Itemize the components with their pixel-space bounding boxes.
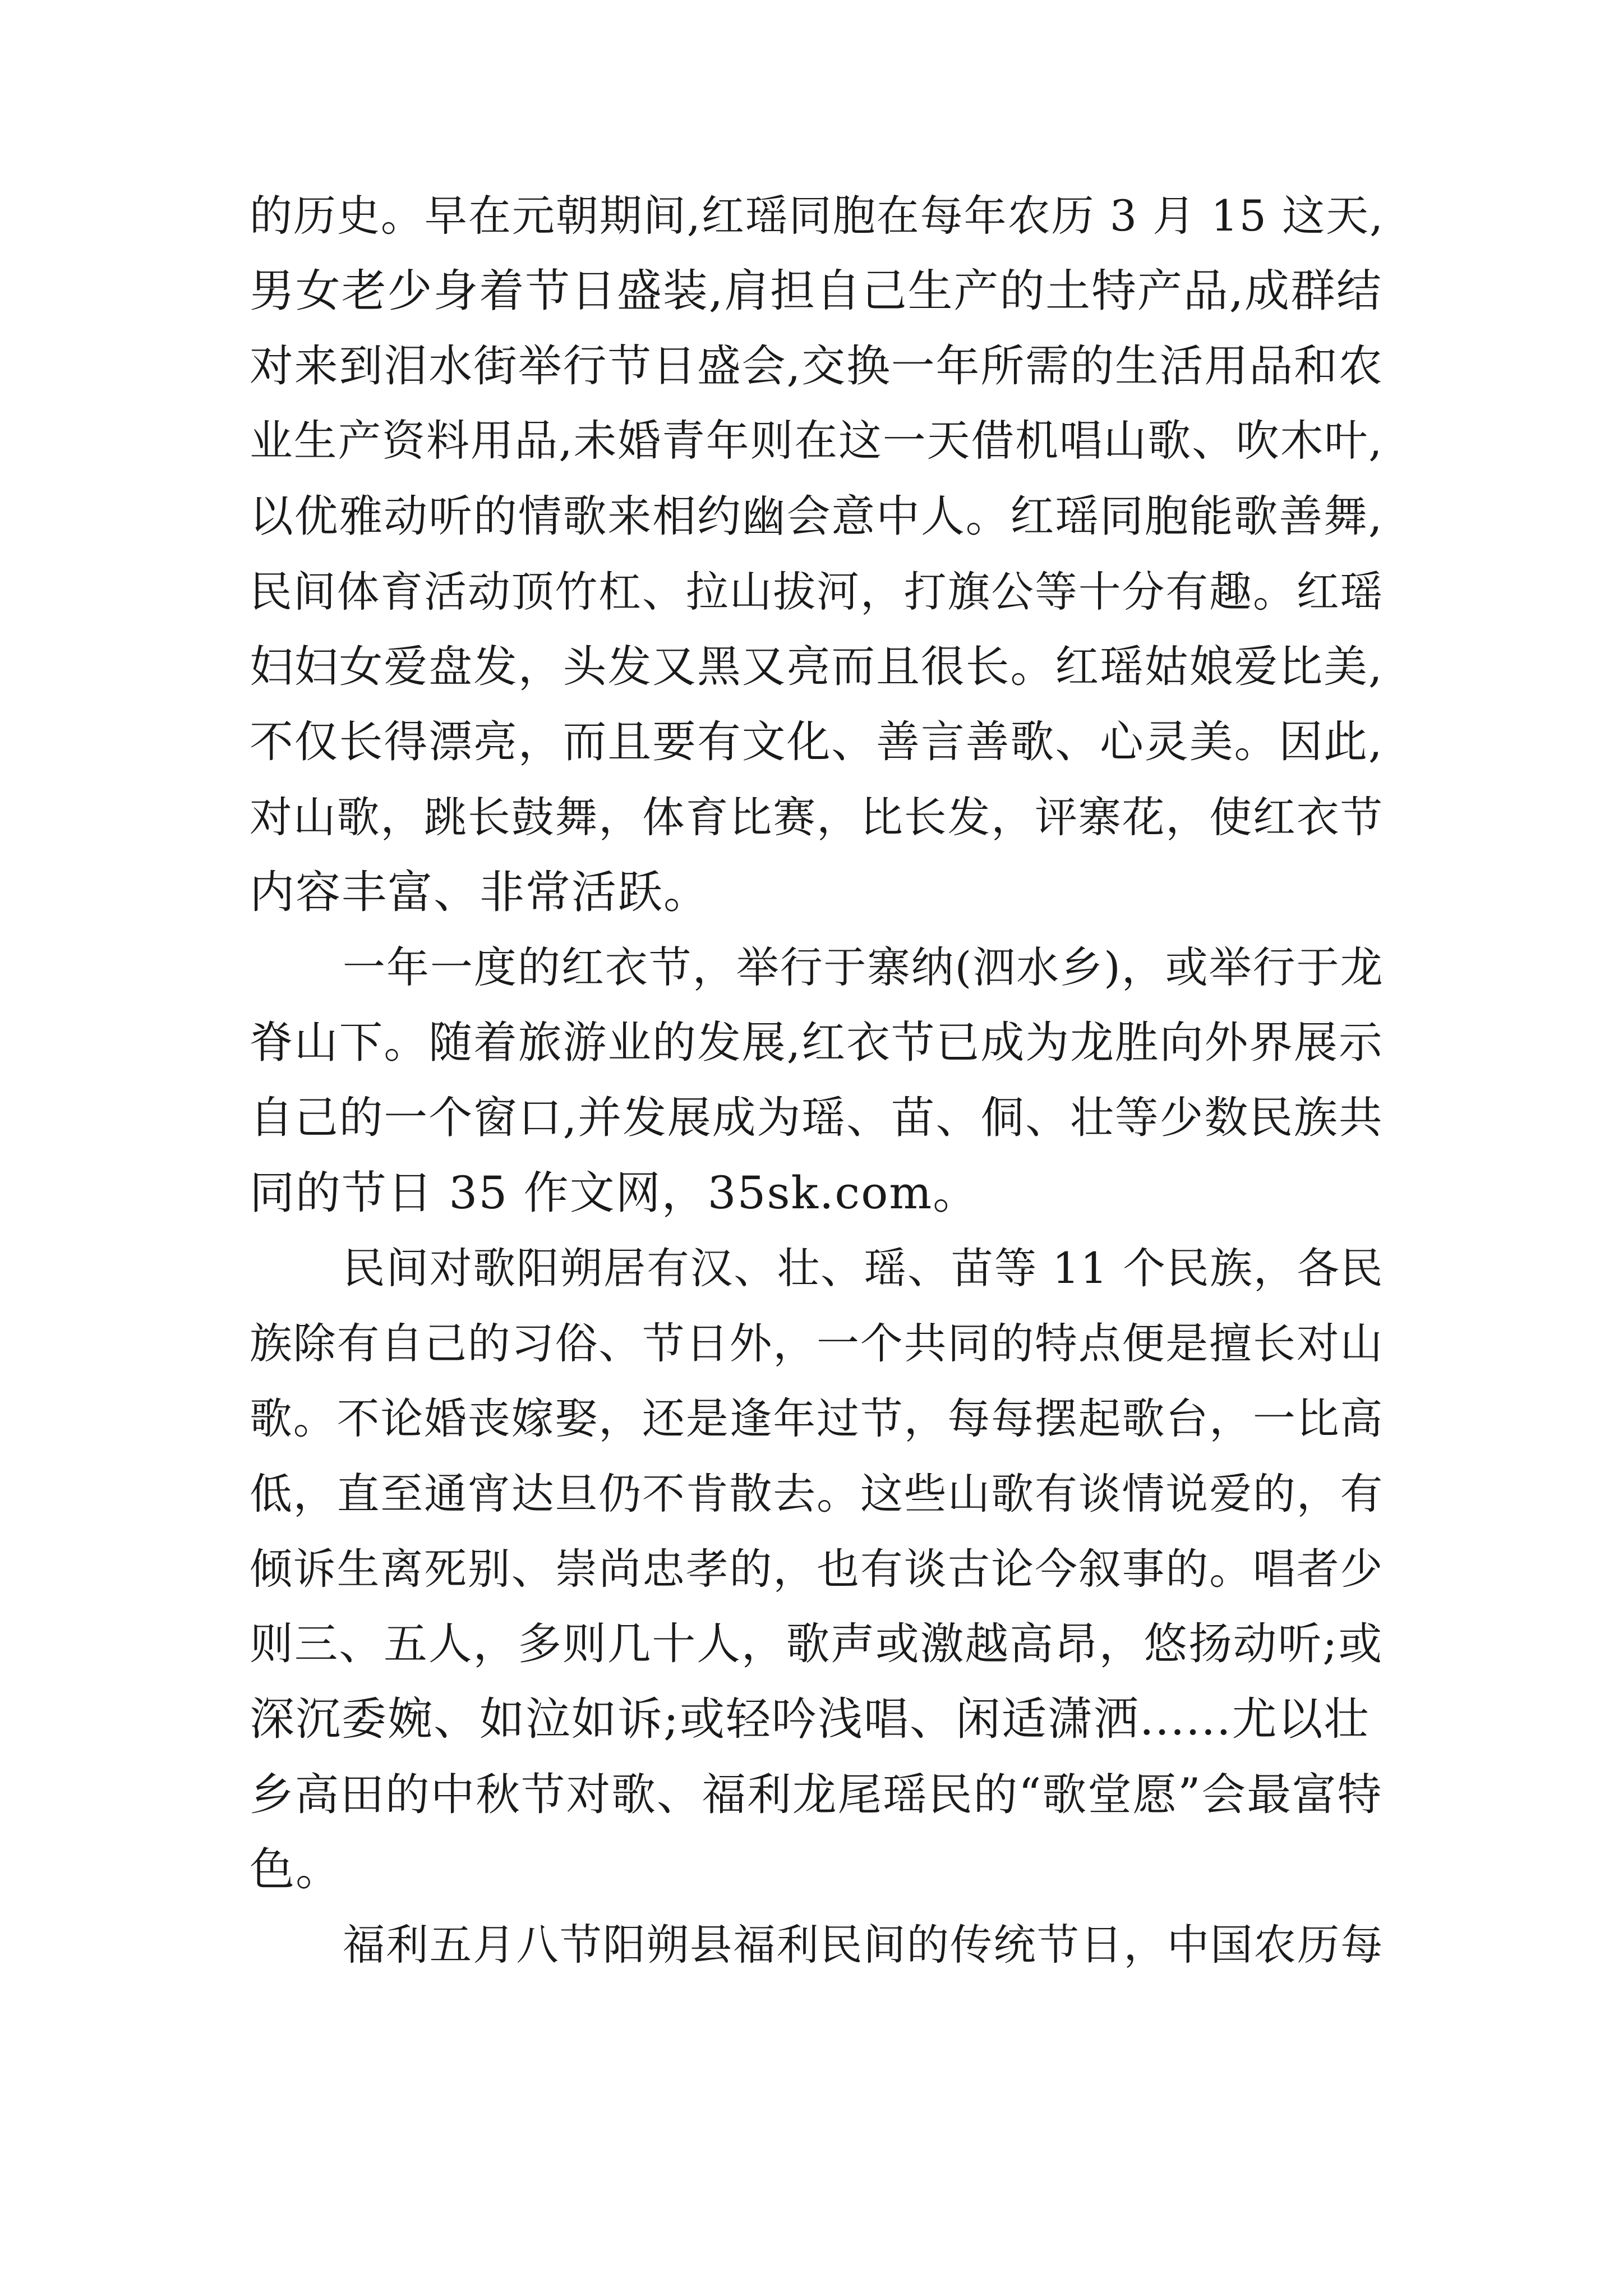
text-line: 的历史。早在元朝期间,红瑶同胞在每年农历 3 月 15 这天, xyxy=(250,191,1385,241)
text-line: 色。 xyxy=(250,1843,342,1895)
text-line: 歌。不论婚丧嫁娶，还是逢年过节，每每摆起歌台，一比高 xyxy=(250,1394,1384,1443)
text-line: 脊山下。随着旅游业的发展,红衣节已成为龙胜向外界展示 xyxy=(250,1018,1384,1068)
text-line: 族除有自己的习俗、节日外，一个共同的特点便是擅长对山 xyxy=(250,1319,1384,1368)
paragraph-first-line: 民间对歌阳朔居有汉、壮、瑶、苗等 11 个民族，各民 xyxy=(343,1244,1384,1293)
text-line: 对来到泪水街举行节日盛会,交换一年所需的生活用品和农 xyxy=(250,341,1384,392)
text-line: 同的节日 35 作文网，35sk.com。 xyxy=(250,1167,979,1219)
paragraph-first-line: 一年一度的红衣节，举行于寨纳(泗水乡)，或举行于龙 xyxy=(343,942,1384,992)
text-line: 民间体育活动顶竹杠、拉山拔河，打旗公等十分有趣。红瑶 xyxy=(250,567,1384,616)
text-line: 业生产资料用品,未婚青年则在这一天借机唱山歌、吹木叶, xyxy=(250,416,1384,466)
text-line: 以优雅动听的情歌来相约幽会意中人。红瑶同胞能歌善舞, xyxy=(250,491,1384,542)
paragraph-first-line: 福利五月八节阳朔县福利民间的传统节日，中国农历每 xyxy=(343,1920,1384,1970)
text-line: 内容丰富、非常活跃。 xyxy=(250,866,709,918)
document-body xyxy=(250,178,1385,1982)
text-line: 妇妇女爱盘发，头发又黑又亮而且很长。红瑶姑娘爱比美, xyxy=(250,642,1384,692)
text-line: 倾诉生离死别、崇尚忠孝的，也有谈古论今叙事的。唱者少 xyxy=(250,1544,1384,1594)
text-line: 乡高田的中秋节对歌、福利龙尾瑶民的“歌堂愿”会最富特 xyxy=(250,1769,1383,1820)
text-line: 对山歌，跳长鼓舞，体育比赛，比长发，评寨花，使红衣节 xyxy=(250,793,1384,842)
text-line: 低，直至通宵达旦仍不肯散去。这些山歌有谈情说爱的，有 xyxy=(250,1469,1384,1519)
text-line: 深沉委婉、如泣如诉;或轻吟浅唱、闲适潇洒......尤以壮 xyxy=(250,1693,1370,1745)
text-line: 男女老少身着节日盛装,肩担自己生产的土特产品,成群结 xyxy=(250,265,1382,317)
text-line: 则三、五人，多则几十人，歌声或激越高昂，悠扬动听;或 xyxy=(250,1619,1384,1669)
text-line: 不仅长得漂亮，而且要有文化、善言善歌、心灵美。因此, xyxy=(250,717,1384,767)
text-line: 自己的一个窗口,并发展成为瑶、苗、侗、壮等少数民族共 xyxy=(250,1093,1384,1143)
